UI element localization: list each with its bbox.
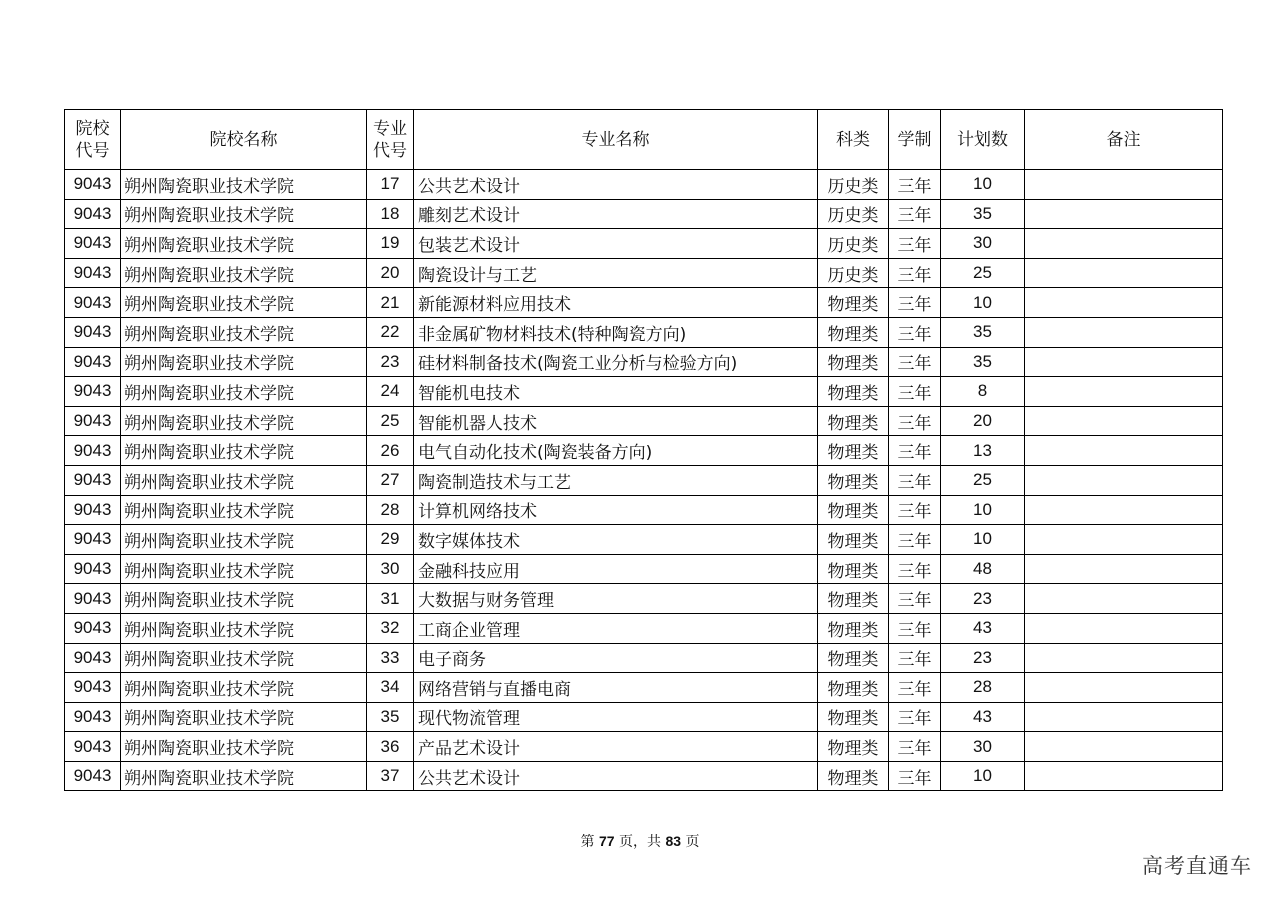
cell-category: 历史类 [818, 170, 889, 200]
cell-note [1025, 436, 1223, 466]
cell-major-code: 35 [367, 702, 414, 732]
header-school-code [65, 110, 121, 170]
header-note: 备注 [1025, 110, 1223, 170]
cell-plan: 35 [941, 317, 1025, 347]
cell-school-name: 朔州陶瓷职业技术学院 [121, 495, 367, 525]
cell-duration: 三年 [889, 436, 941, 466]
cell-duration: 三年 [889, 495, 941, 525]
cell-plan: 48 [941, 554, 1025, 584]
table-row [65, 170, 1223, 200]
header-school-name: 院校名称 [121, 110, 367, 170]
cell-major-name: 大数据与财务管理 [414, 584, 818, 614]
cell-major-code: 32 [367, 613, 414, 643]
cell-plan: 35 [941, 199, 1025, 229]
cell-note [1025, 465, 1223, 495]
cell-school-name: 朔州陶瓷职业技术学院 [121, 317, 367, 347]
cell-plan: 43 [941, 702, 1025, 732]
cell-major-name: 电气自动化技术(陶瓷装备方向) [414, 436, 818, 466]
cell-major-name: 网络营销与直播电商 [414, 673, 818, 703]
cell-school-name: 朔州陶瓷职业技术学院 [121, 584, 367, 614]
cell-school-code: 9043 [65, 199, 121, 229]
cell-major-code: 29 [367, 525, 414, 555]
cell-category: 物理类 [818, 584, 889, 614]
table-row [65, 288, 1223, 318]
table-row [65, 377, 1223, 407]
cell-major-code: 37 [367, 761, 414, 791]
cell-school-code: 9043 [65, 377, 121, 407]
cell-school-code: 9043 [65, 495, 121, 525]
footer-suffix: 页 [685, 834, 700, 850]
cell-duration: 三年 [889, 554, 941, 584]
cell-duration: 三年 [889, 465, 941, 495]
cell-major-name: 陶瓷设计与工艺 [414, 258, 818, 288]
cell-school-code: 9043 [65, 258, 121, 288]
cell-duration: 三年 [889, 702, 941, 732]
cell-school-name: 朔州陶瓷职业技术学院 [121, 170, 367, 200]
footer-page-number: 77 [598, 833, 615, 849]
cell-note [1025, 199, 1223, 229]
table-header [65, 110, 1223, 170]
cell-category: 物理类 [818, 761, 889, 791]
cell-note [1025, 732, 1223, 762]
cell-school-code: 9043 [65, 317, 121, 347]
cell-note [1025, 347, 1223, 377]
cell-duration: 三年 [889, 317, 941, 347]
footer-total-pages: 83 [665, 833, 682, 849]
cell-major-name: 智能机电技术 [414, 377, 818, 407]
cell-major-code: 22 [367, 317, 414, 347]
cell-category: 物理类 [818, 317, 889, 347]
cell-school-name: 朔州陶瓷职业技术学院 [121, 258, 367, 288]
cell-school-name: 朔州陶瓷职业技术学院 [121, 199, 367, 229]
cell-duration: 三年 [889, 673, 941, 703]
cell-category: 历史类 [818, 199, 889, 229]
cell-category: 物理类 [818, 377, 889, 407]
cell-major-code: 30 [367, 554, 414, 584]
cell-major-name: 计算机网络技术 [414, 495, 818, 525]
cell-duration: 三年 [889, 229, 941, 259]
table-row [65, 406, 1223, 436]
cell-category: 物理类 [818, 288, 889, 318]
cell-category: 物理类 [818, 554, 889, 584]
cell-major-name: 数字媒体技术 [414, 525, 818, 555]
table-row [65, 317, 1223, 347]
table-row [65, 673, 1223, 703]
table-row [65, 199, 1223, 229]
cell-major-name: 新能源材料应用技术 [414, 288, 818, 318]
cell-school-name: 朔州陶瓷职业技术学院 [121, 613, 367, 643]
cell-school-name: 朔州陶瓷职业技术学院 [121, 525, 367, 555]
cell-plan: 43 [941, 613, 1025, 643]
cell-major-code: 17 [367, 170, 414, 200]
cell-major-name: 产品艺术设计 [414, 732, 818, 762]
cell-note [1025, 258, 1223, 288]
cell-major-name: 非金属矿物材料技术(特种陶瓷方向) [414, 317, 818, 347]
cell-major-code: 23 [367, 347, 414, 377]
cell-school-code: 9043 [65, 554, 121, 584]
cell-category: 历史类 [818, 229, 889, 259]
cell-note [1025, 584, 1223, 614]
cell-school-code: 9043 [65, 525, 121, 555]
table-row [65, 554, 1223, 584]
cell-note [1025, 613, 1223, 643]
cell-note [1025, 377, 1223, 407]
cell-major-code: 25 [367, 406, 414, 436]
cell-category: 物理类 [818, 347, 889, 377]
cell-note [1025, 761, 1223, 791]
cell-school-code: 9043 [65, 288, 121, 318]
cell-school-code: 9043 [65, 732, 121, 762]
admission-plan-table [64, 109, 1223, 791]
cell-major-name: 陶瓷制造技术与工艺 [414, 465, 818, 495]
watermark: 高考直通车 [1142, 854, 1252, 878]
cell-plan: 13 [941, 436, 1025, 466]
cell-school-code: 9043 [65, 170, 121, 200]
header-plan: 计划数 [941, 110, 1025, 170]
cell-duration: 三年 [889, 761, 941, 791]
cell-major-name: 现代物流管理 [414, 702, 818, 732]
header-major-code-line2: 代号 [373, 140, 407, 161]
cell-note [1025, 406, 1223, 436]
cell-school-code: 9043 [65, 673, 121, 703]
cell-school-name: 朔州陶瓷职业技术学院 [121, 673, 367, 703]
cell-major-code: 31 [367, 584, 414, 614]
cell-duration: 三年 [889, 347, 941, 377]
cell-category: 物理类 [818, 406, 889, 436]
cell-major-code: 24 [367, 377, 414, 407]
cell-major-name: 包装艺术设计 [414, 229, 818, 259]
cell-plan: 10 [941, 761, 1025, 791]
cell-school-code: 9043 [65, 406, 121, 436]
cell-plan: 30 [941, 732, 1025, 762]
cell-major-code: 34 [367, 673, 414, 703]
cell-plan: 8 [941, 377, 1025, 407]
cell-duration: 三年 [889, 288, 941, 318]
cell-duration: 三年 [889, 643, 941, 673]
header-major-code-line1: 专业 [373, 118, 407, 139]
header-major-name: 专业名称 [414, 110, 818, 170]
cell-duration: 三年 [889, 613, 941, 643]
cell-category: 历史类 [818, 258, 889, 288]
cell-duration: 三年 [889, 406, 941, 436]
cell-plan: 23 [941, 643, 1025, 673]
table-row [65, 229, 1223, 259]
cell-school-name: 朔州陶瓷职业技术学院 [121, 702, 367, 732]
cell-note [1025, 288, 1223, 318]
cell-major-code: 20 [367, 258, 414, 288]
header-row [65, 110, 1223, 170]
table-row [65, 761, 1223, 791]
cell-category: 物理类 [818, 525, 889, 555]
cell-major-code: 21 [367, 288, 414, 318]
cell-school-code: 9043 [65, 347, 121, 377]
cell-plan: 10 [941, 170, 1025, 200]
table-row [65, 643, 1223, 673]
cell-school-code: 9043 [65, 702, 121, 732]
cell-duration: 三年 [889, 525, 941, 555]
header-major-code [367, 110, 414, 170]
cell-major-name: 公共艺术设计 [414, 170, 818, 200]
cell-note [1025, 525, 1223, 555]
cell-duration: 三年 [889, 732, 941, 762]
cell-school-code: 9043 [65, 584, 121, 614]
cell-plan: 20 [941, 406, 1025, 436]
cell-note [1025, 495, 1223, 525]
cell-major-code: 33 [367, 643, 414, 673]
table-body [65, 170, 1223, 791]
cell-plan: 25 [941, 258, 1025, 288]
cell-plan: 30 [941, 229, 1025, 259]
cell-category: 物理类 [818, 465, 889, 495]
cell-major-name: 智能机器人技术 [414, 406, 818, 436]
header-school-code-line2: 代号 [75, 140, 110, 161]
table-row [65, 495, 1223, 525]
cell-plan: 25 [941, 465, 1025, 495]
cell-major-code: 26 [367, 436, 414, 466]
cell-school-name: 朔州陶瓷职业技术学院 [121, 406, 367, 436]
cell-school-name: 朔州陶瓷职业技术学院 [121, 347, 367, 377]
cell-note [1025, 702, 1223, 732]
table-row [65, 436, 1223, 466]
table-row [65, 613, 1223, 643]
cell-school-name: 朔州陶瓷职业技术学院 [121, 288, 367, 318]
header-duration: 学制 [889, 110, 941, 170]
cell-duration: 三年 [889, 170, 941, 200]
table-row [65, 732, 1223, 762]
cell-plan: 10 [941, 525, 1025, 555]
cell-major-name: 雕刻艺术设计 [414, 199, 818, 229]
cell-school-name: 朔州陶瓷职业技术学院 [121, 229, 367, 259]
cell-major-code: 27 [367, 465, 414, 495]
table-row [65, 702, 1223, 732]
cell-major-name: 硅材料制备技术(陶瓷工业分析与检验方向) [414, 347, 818, 377]
cell-plan: 10 [941, 495, 1025, 525]
page-footer [0, 831, 1280, 851]
cell-duration: 三年 [889, 258, 941, 288]
cell-plan: 10 [941, 288, 1025, 318]
cell-category: 物理类 [818, 495, 889, 525]
cell-note [1025, 554, 1223, 584]
header-category: 科类 [818, 110, 889, 170]
table-row [65, 347, 1223, 377]
cell-category: 物理类 [818, 613, 889, 643]
cell-plan: 28 [941, 673, 1025, 703]
cell-note [1025, 317, 1223, 347]
cell-note [1025, 643, 1223, 673]
table-row [65, 465, 1223, 495]
cell-school-name: 朔州陶瓷职业技术学院 [121, 643, 367, 673]
cell-category: 物理类 [818, 673, 889, 703]
table-row [65, 525, 1223, 555]
cell-duration: 三年 [889, 199, 941, 229]
table-row [65, 258, 1223, 288]
cell-school-name: 朔州陶瓷职业技术学院 [121, 377, 367, 407]
cell-category: 物理类 [818, 702, 889, 732]
cell-duration: 三年 [889, 584, 941, 614]
cell-school-code: 9043 [65, 761, 121, 791]
cell-school-code: 9043 [65, 613, 121, 643]
cell-duration: 三年 [889, 377, 941, 407]
table-row [65, 584, 1223, 614]
cell-major-code: 36 [367, 732, 414, 762]
admission-plan-table-container [64, 109, 1223, 791]
cell-category: 物理类 [818, 643, 889, 673]
cell-school-name: 朔州陶瓷职业技术学院 [121, 761, 367, 791]
cell-major-name: 公共艺术设计 [414, 761, 818, 791]
cell-major-code: 18 [367, 199, 414, 229]
cell-plan: 35 [941, 347, 1025, 377]
cell-plan: 23 [941, 584, 1025, 614]
cell-major-name: 电子商务 [414, 643, 818, 673]
cell-school-name: 朔州陶瓷职业技术学院 [121, 554, 367, 584]
cell-category: 物理类 [818, 436, 889, 466]
cell-school-name: 朔州陶瓷职业技术学院 [121, 732, 367, 762]
footer-middle: 页，共 [619, 834, 661, 850]
cell-note [1025, 229, 1223, 259]
cell-note [1025, 673, 1223, 703]
cell-school-name: 朔州陶瓷职业技术学院 [121, 465, 367, 495]
cell-school-code: 9043 [65, 436, 121, 466]
cell-school-code: 9043 [65, 229, 121, 259]
cell-major-name: 工商企业管理 [414, 613, 818, 643]
cell-school-name: 朔州陶瓷职业技术学院 [121, 436, 367, 466]
cell-school-code: 9043 [65, 643, 121, 673]
cell-category: 物理类 [818, 732, 889, 762]
footer-prefix: 第 [580, 834, 595, 850]
cell-note [1025, 170, 1223, 200]
cell-major-name: 金融科技应用 [414, 554, 818, 584]
cell-major-code: 28 [367, 495, 414, 525]
cell-school-code: 9043 [65, 465, 121, 495]
cell-major-code: 19 [367, 229, 414, 259]
header-school-code-line1: 院校 [75, 118, 110, 139]
